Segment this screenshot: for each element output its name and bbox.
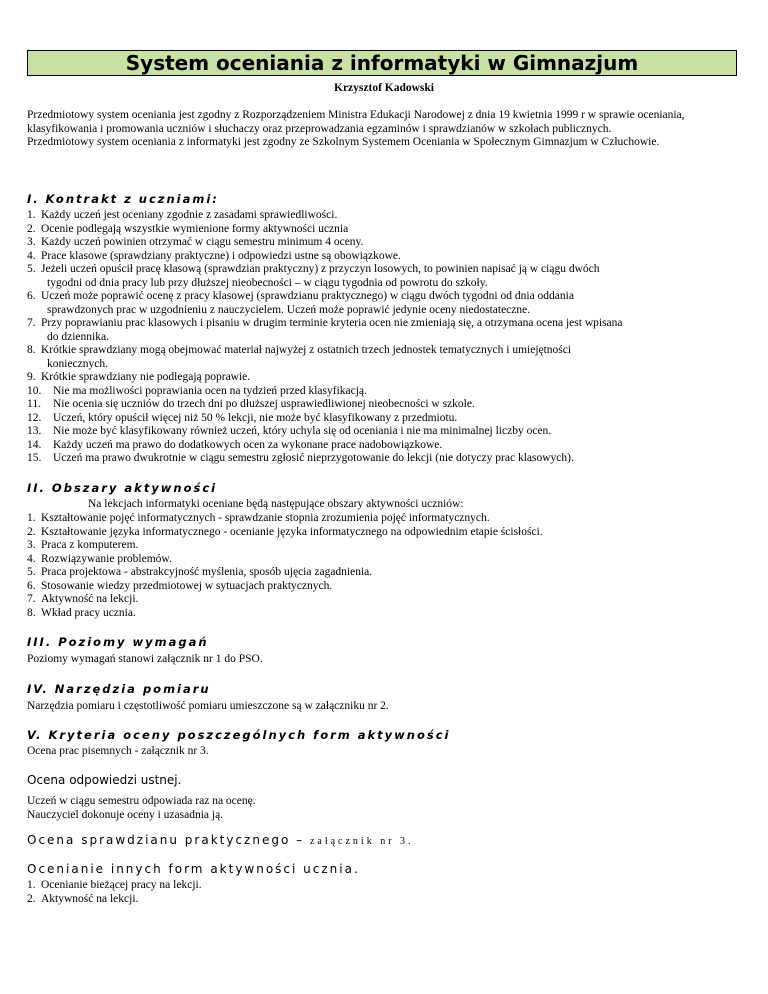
list-item: 2. Aktywność na lekcji. bbox=[27, 892, 139, 905]
list-item: 3. Każdy uczeń powinien otrzymać w ciągu semestru minimum 4 oceny. bbox=[27, 236, 364, 248]
list-item: 1. Ocenianie bieżącej pracy na lekcji. bbox=[27, 879, 202, 891]
list-item: 2. Ocenie podlegają wszystkie wymienione formy aktywności ucznia bbox=[27, 222, 349, 235]
list-item: 4. Rozwiązywanie problemów. bbox=[27, 552, 172, 565]
tools-text: Narzędzia pomiaru i częstotliwość pomiaru umieszczone są w załączniku nr 2. bbox=[27, 700, 389, 712]
oral-assessment-line: Nauczyciel dokonuje oceny i uzasadnia ją. bbox=[27, 809, 224, 821]
list-item: 6. Uczeń może poprawić ocenę z pracy klasowej (sprawdzianu praktycznego) w ciągu dwóch tygodni od dnia oddania sprawdzonych prac w uzgodnieniu z nauczycielem. Uczeń może poprawić jedynie oceny niedostateczne. bbox=[27, 290, 574, 316]
list-item: 3. Praca z komputerem. bbox=[27, 539, 139, 551]
list-item: 10. Nie ma możliwości poprawiania ocen na tydzień przed klasyfikacją. bbox=[27, 384, 367, 397]
list-item: 6. Stosowanie wiedzy przedmiotowej w sytuacjach praktycznych. bbox=[27, 579, 333, 592]
intro-paragraph: Przedmiotowy system oceniania jest zgodny z Rozporządzeniem Ministra Edukacji Narodowej z dnia 19 kwietnia 1999 r w sprawie oceniania, klasyfikowania i promowania uczniów i słuchaczy oraz przeprowadzania egzaminów i sprawdzianów w szkołach publicznych. bbox=[27, 109, 685, 135]
list-item: 5. Praca projektowa - abstrakcyjność myślenia, sposób ujęcia zagadnienia. bbox=[27, 566, 373, 578]
section-heading-criteria: V. Kryteria oceny poszczególnych form aktywności bbox=[27, 728, 451, 742]
document-title: System oceniania z informatyki w Gimnazjum bbox=[27, 50, 737, 76]
oral-assessment-heading: Ocena odpowiedzi ustnej. bbox=[27, 773, 182, 787]
author-name: Krzysztof Kadowski bbox=[334, 82, 434, 94]
list-item: 7. Przy poprawianiu prac klasowych i pisaniu w drugim terminie kryteria ocen nie zmieniają się, a otrzymana ocena jest wpisana do dziennika. bbox=[27, 317, 623, 343]
list-item: 8. Krótkie sprawdziany mogą obejmować materiał najwyżej z ostatnich trzech jednostek tematycznych i umiejętności koniecznych. bbox=[27, 344, 572, 370]
list-item: 12. Uczeń, który opuścił więcej niż 50 % lekcji, nie może być klasyfikowany z przedmiotu. bbox=[27, 411, 458, 424]
section-heading-requirements: III. Poziomy wymagań bbox=[27, 635, 209, 649]
list-item: 5. Jeżeli uczeń opuścił pracę klasową (sprawdzian praktyczny) z przyczyn losowych, to powinien napisać ją w ciągu dwóch tygodni od dnia pracy lub przy dłuższej nieobecności – w ciągu tygodnia od powrotu do szkoły. bbox=[27, 263, 600, 289]
oral-assessment-line: Uczeń w ciągu semestru odpowiada raz na ocenę. bbox=[27, 795, 256, 807]
section-heading-contract: I. Kontrakt z uczniami: bbox=[27, 192, 219, 206]
list-item: 15. Uczeń ma prawo dwukrotnie w ciągu semestru zgłosić nieprzygotowanie do lekcji (nie dotyczy prac klasowych). bbox=[27, 452, 574, 464]
list-item: 9. Krótkie sprawdziany nie podlegają poprawie. bbox=[27, 371, 251, 383]
areas-lead: Na lekcjach informatyki oceniane będą następujące obszary aktywności uczniów: bbox=[88, 498, 464, 510]
list-item: 4. Prace klasowe (sprawdziany praktyczne) i odpowiedzi ustne są obowiązkowe. bbox=[27, 249, 401, 262]
list-item: 2. Kształtowanie języka informatycznego - ocenianie języka informatycznego na odpowiednim etapie ścisłości. bbox=[27, 525, 543, 538]
section-heading-areas: II. Obszary aktywności bbox=[27, 481, 218, 495]
intro-text bbox=[27, 109, 747, 150]
areas-list bbox=[27, 512, 747, 620]
list-item: 8. Wkład pracy ucznia. bbox=[27, 606, 136, 619]
practical-heading-text: Ocena sprawdzianu praktycznego – bbox=[27, 833, 305, 847]
requirements-text: Poziomy wymagań stanowi załącznik nr 1 do PSO. bbox=[27, 653, 263, 665]
practical-heading-suffix: załącznik nr 3. bbox=[309, 836, 414, 847]
practical-assessment-heading bbox=[27, 833, 414, 847]
other-assessment-list bbox=[27, 879, 747, 906]
section-heading-tools: IV. Narzędzia pomiaru bbox=[27, 682, 211, 696]
list-item: 14. Każdy uczeń ma prawo do dodatkowych ocen za wykonane prace nadobowiązkowe. bbox=[27, 438, 443, 451]
other-assessment-heading: Ocenianie innych form aktywności ucznia. bbox=[27, 862, 360, 876]
list-item: 11. Nie ocenia się uczniów do trzech dni po dłuższej usprawiedliwionej nieobecności w szkole. bbox=[27, 398, 475, 410]
intro-paragraph: Przedmiotowy system oceniania z informatyki jest zgodny ze Szkolnym Systemem Oceniania w Społecznym Gimnazjum w Człuchowie. bbox=[27, 136, 660, 148]
list-item: 13. Nie może być klasyfikowany również uczeń, który uchyla się od oceniania i nie ma minimalnej liczby ocen. bbox=[27, 425, 552, 437]
list-item: 1. Każdy uczeń jest oceniany zgodnie z zasadami sprawiedliwości. bbox=[27, 209, 338, 221]
contract-list bbox=[27, 209, 747, 466]
list-item: 7. Aktywność na lekcji. bbox=[27, 593, 139, 605]
list-item: 1. Kształtowanie pojęć informatycznych - sprawdzanie stopnia zrozumienia pojęć informatycznych. bbox=[27, 512, 490, 524]
written-assessment-text: Ocena prac pisemnych - załącznik nr 3. bbox=[27, 745, 209, 757]
